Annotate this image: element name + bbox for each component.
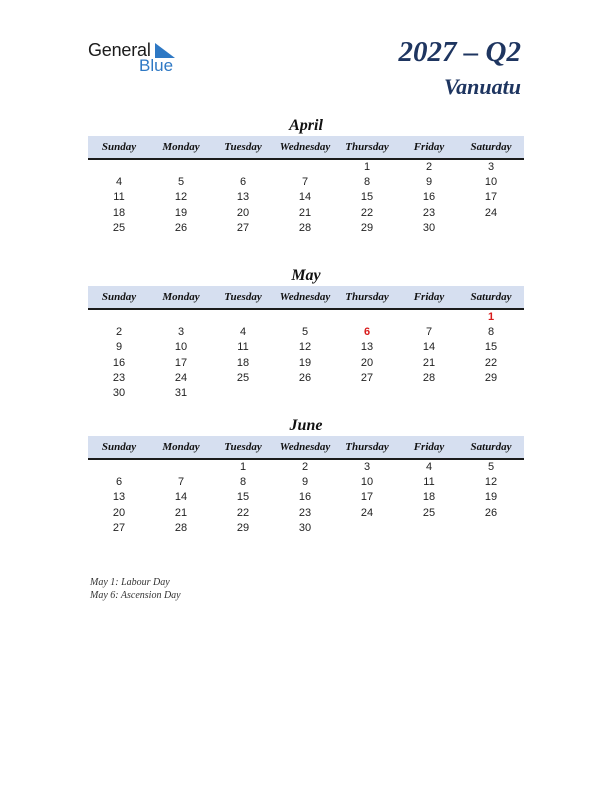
day-cell: 30 [298, 521, 312, 534]
day-cell: 25 [236, 371, 250, 384]
empty-day-cell [274, 310, 336, 325]
day-cell: 6 [115, 476, 123, 489]
day-cell: 4 [115, 176, 123, 189]
empty-day-cell [274, 160, 336, 175]
day-cell: 29 [484, 371, 498, 384]
month-april [88, 116, 524, 236]
day-cell: 23 [298, 506, 312, 519]
day-cell: 5 [177, 176, 185, 189]
empty-day-cell [212, 160, 274, 175]
day-cell: 27 [236, 221, 250, 234]
empty-day-cell [150, 460, 212, 475]
weekday-label: Tuesday [224, 291, 262, 303]
day-cell: 20 [112, 506, 126, 519]
day-cell: 16 [422, 191, 436, 204]
month-title: April [289, 117, 323, 134]
logo [88, 40, 188, 76]
weekday-label: Thursday [345, 141, 389, 153]
day-cell: 26 [484, 506, 498, 519]
day-cell: 30 [112, 386, 126, 399]
day-cell: 22 [360, 206, 374, 219]
day-cell: 31 [174, 386, 188, 399]
day-cell: 2 [301, 461, 309, 473]
empty-day-cell [398, 310, 460, 325]
month-title: May [291, 267, 321, 284]
day-cell: 8 [239, 476, 247, 489]
day-cell: 28 [298, 221, 312, 234]
day-cell: 3 [487, 161, 495, 173]
empty-day-cell [88, 460, 150, 475]
day-cell: 3 [177, 326, 185, 339]
weekday-label: Monday [162, 291, 200, 303]
weekday-label: Monday [162, 141, 200, 153]
weekday-label: Wednesday [279, 291, 331, 303]
weekday-label: Sunday [101, 291, 137, 303]
weekday-header-row [88, 136, 524, 160]
day-cell: 14 [422, 341, 436, 354]
day-grid [88, 160, 524, 236]
weekday-header-row [88, 286, 524, 310]
day-cell: 15 [484, 341, 498, 354]
day-grid [88, 460, 524, 536]
day-cell: 21 [298, 206, 312, 219]
day-cell: 2 [115, 326, 123, 339]
day-cell: 9 [115, 341, 123, 354]
day-cell: 7 [177, 476, 185, 489]
empty-day-cell [150, 160, 212, 175]
day-cell: 9 [425, 176, 433, 189]
day-cell: 1 [363, 161, 371, 173]
day-cell: 7 [301, 176, 309, 189]
weekday-label: Sunday [101, 441, 137, 453]
day-cell: 24 [484, 206, 498, 219]
holiday-note: May 6: Ascension Day [90, 590, 181, 601]
day-cell: 18 [112, 206, 126, 219]
country-name: Vanuatu [443, 74, 521, 99]
day-cell: 4 [239, 326, 247, 339]
day-cell: 19 [174, 206, 188, 219]
weekday-label: Monday [162, 441, 200, 453]
day-cell: 24 [174, 371, 188, 384]
day-cell: 29 [360, 221, 374, 234]
day-cell: 14 [174, 491, 188, 504]
day-cell: 20 [360, 356, 374, 369]
day-cell: 11 [113, 191, 125, 204]
weekday-label: Friday [413, 141, 445, 153]
day-cell: 17 [360, 491, 374, 504]
empty-day-cell [150, 310, 212, 325]
day-grid [88, 310, 524, 401]
day-cell: 28 [422, 371, 436, 384]
day-cell: 18 [236, 356, 250, 369]
day-cell: 9 [301, 476, 309, 489]
day-cell: 19 [484, 491, 498, 504]
day-cell: 12 [484, 476, 498, 489]
month-title: June [289, 417, 323, 434]
day-cell: 17 [484, 191, 498, 204]
day-cell: 29 [236, 521, 250, 534]
day-cell: 23 [112, 371, 126, 384]
weekday-header-row [88, 436, 524, 460]
logo-word-blue: Blue [139, 56, 174, 75]
day-cell: 8 [487, 326, 495, 339]
empty-day-cell [88, 160, 150, 175]
day-cell: 28 [174, 521, 188, 534]
weekday-label: Wednesday [279, 141, 331, 153]
day-cell: 15 [360, 191, 374, 204]
day-cell: 21 [422, 356, 436, 369]
day-cell: 7 [425, 326, 433, 339]
logo-word-general: General [88, 40, 151, 60]
weekday-label: Tuesday [224, 141, 262, 153]
weekday-label: Friday [413, 291, 445, 303]
weekday-label: Saturday [470, 291, 512, 303]
day-cell: 22 [236, 506, 250, 519]
day-cell: 13 [360, 341, 374, 354]
day-cell: 22 [484, 356, 498, 369]
holiday-notes [90, 576, 181, 602]
weekday-label: Wednesday [279, 441, 331, 453]
weekday-label: Thursday [345, 441, 389, 453]
day-cell: 27 [112, 521, 126, 534]
day-cell: 14 [298, 191, 312, 204]
day-cell: 19 [298, 356, 312, 369]
day-cell: 4 [425, 461, 433, 473]
empty-day-cell [336, 310, 398, 325]
day-cell: 18 [422, 491, 436, 504]
page-title: 2027 – Q2 [398, 36, 521, 68]
day-cell: 10 [360, 476, 374, 489]
day-cell: 10 [484, 176, 498, 189]
day-cell: 11 [423, 476, 435, 489]
month-may [88, 266, 524, 401]
day-cell: 12 [298, 341, 312, 354]
weekday-label: Thursday [345, 291, 389, 303]
day-cell: 16 [298, 491, 312, 504]
weekday-label: Sunday [101, 141, 137, 153]
day-cell: 13 [236, 191, 250, 204]
holiday-day-cell: 1 [487, 311, 495, 323]
month-june [88, 416, 524, 536]
day-cell: 5 [301, 326, 309, 339]
day-cell: 8 [363, 176, 371, 189]
holiday-note: May 1: Labour Day [90, 577, 170, 588]
weekday-label: Saturday [470, 441, 512, 453]
day-cell: 25 [422, 506, 436, 519]
day-cell: 27 [360, 371, 374, 384]
weekday-label: Tuesday [224, 441, 262, 453]
day-cell: 3 [363, 461, 371, 473]
weekday-label: Friday [413, 441, 445, 453]
day-cell: 17 [174, 356, 188, 369]
empty-day-cell [88, 310, 150, 325]
weekday-label: Saturday [470, 141, 512, 153]
day-cell: 20 [236, 206, 250, 219]
day-cell: 26 [174, 221, 188, 234]
day-cell: 1 [239, 461, 247, 473]
day-cell: 15 [236, 491, 250, 504]
day-cell: 23 [422, 206, 436, 219]
day-cell: 6 [239, 176, 247, 189]
day-cell: 24 [360, 506, 374, 519]
day-cell: 12 [174, 191, 188, 204]
day-cell: 5 [487, 461, 495, 473]
day-cell: 11 [237, 341, 249, 354]
day-cell: 16 [112, 356, 126, 369]
holiday-day-cell: 6 [363, 326, 371, 339]
day-cell: 21 [174, 506, 188, 519]
day-cell: 2 [425, 161, 433, 173]
day-cell: 26 [298, 371, 312, 384]
day-cell: 13 [112, 491, 126, 504]
day-cell: 10 [174, 341, 188, 354]
day-cell: 30 [422, 221, 436, 234]
empty-day-cell [212, 310, 274, 325]
day-cell: 25 [112, 221, 126, 234]
